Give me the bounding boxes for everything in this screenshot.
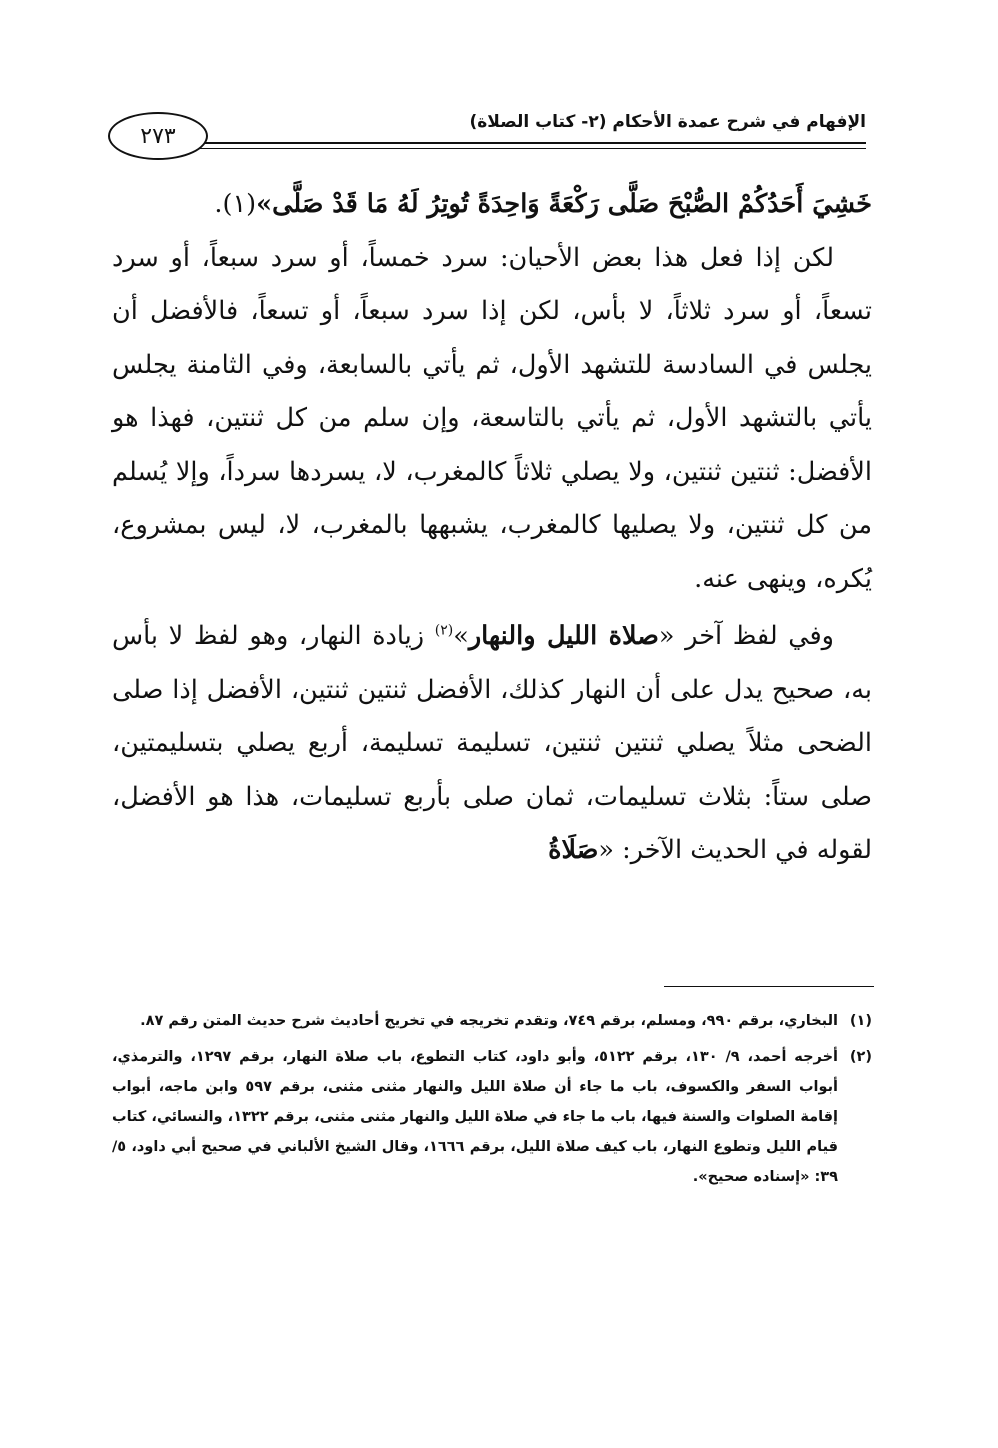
footnote-2 [112, 1042, 872, 1192]
footnote-ref-2: (٢) [434, 622, 454, 639]
hadith-quote: خَشِيَ أَحَدُكُمْ الصُّبْحَ صَلَّى رَكْعَةً وَاحِدَةً تُوتِرُ لَهُ مَا قَدْ صَلَّى» [256, 189, 872, 219]
running-title: الإفهام في شرح عمدة الأحكام (٢- كتاب الصلاة) [469, 112, 866, 132]
main-text [112, 178, 872, 878]
footnote-2-text: أخرجه أحمد، ٩/ ١٣٠، برقم ٥١٢٢، وأبو داود، كتاب التطوع، باب صلاة النهار، برقم ١٢٩٧، والترمذي، أبواب السفر والكسوف، باب ما جاء أن صلاة الليل والنهار مثنى مثنى، برقم ٥٩٧ وابن ماجه، أبواب إقامة الصلوات والسنة فيها، باب ما جاء في صلاة الليل والنهار مثنى مثنى، برقم ١٣٢٢، والنسائي، كتاب قيام الليل وتطوع النهار، باب كيف صلاة الليل، برقم ١٦٦٦، وقال الشيخ الألباني في صحيح أبي داود، ٥/ ٣٩: «إسناده صحيح». [112, 1049, 839, 1185]
header-rule [198, 142, 866, 144]
header-rule-thin [198, 148, 866, 149]
footnote-2-number: (٢) [849, 1049, 872, 1065]
footnote-1-number: (١) [849, 1013, 872, 1029]
footnote-1 [112, 1006, 872, 1036]
page-header [108, 112, 866, 162]
footnote-separator [664, 986, 874, 987]
p3-prefix: وفي لفظ آخر « [658, 621, 834, 651]
footnotes [112, 1006, 872, 1198]
p3-bold-phrase: صلاة الليل والنهار [468, 621, 659, 651]
p3-close-quote: » [453, 621, 469, 651]
page-number: ٢٧٣ [108, 112, 208, 160]
paragraph-3 [112, 610, 872, 878]
p3-end-word: صَلَاةُ [548, 835, 599, 865]
paragraph-2: لكن إذا فعل هذا بعض الأحيان: سرد خمساً، أو سرد سبعاً، أو سرد تسعاً، أو سرد ثلاثاً، لا بأس، لكن إذا سرد سبعاً، أو تسعاً، فالأفضل أن يجلس في السادسة للتشهد الأول، ثم يأتي بالسابعة، وفي الثامنة يجلس يأتي بالتشهد الأول، ثم يأتي بالتاسعة، وإن سلم من كل ثنتين، فهذا هو الأفضل: ثنتين ثنتين، ولا يصلي ثلاثاً كالمغرب، لا، يسردها سرداً، وإلا يُسلم من كل ثنتين، ولا يصليها كالمغرب، يشبهها بالمغرب، لا، ليس بمشروع، يُكره، وينهى عنه. [112, 242, 872, 594]
p3-body: زيادة النهار، وهو لفظ لا بأس به، صحيح يدل على أن النهار كذلك، الأفضل ثنتين ثنتين، الأفضل إذا صلى الضحى مثلاً يصلي ثنتين ثنتين، تسليمة تسليمة، أربع يصلي بتسليمتين، صلى ستاً: بثلاث تسليمات، ثمان صلى بأربع تسليمات، هذا هو الأفضل، لقوله في الحديث الآخر: « [112, 621, 872, 865]
footnote-ref-1: (١). [214, 189, 257, 219]
paragraph-1 [112, 178, 872, 232]
footnote-1-text: البخاري، برقم ٩٩٠، ومسلم، برقم ٧٤٩، وتقدم تخريجه في تخريج أحاديث شرح حديث المتن رقم ٨٧. [140, 1013, 838, 1029]
